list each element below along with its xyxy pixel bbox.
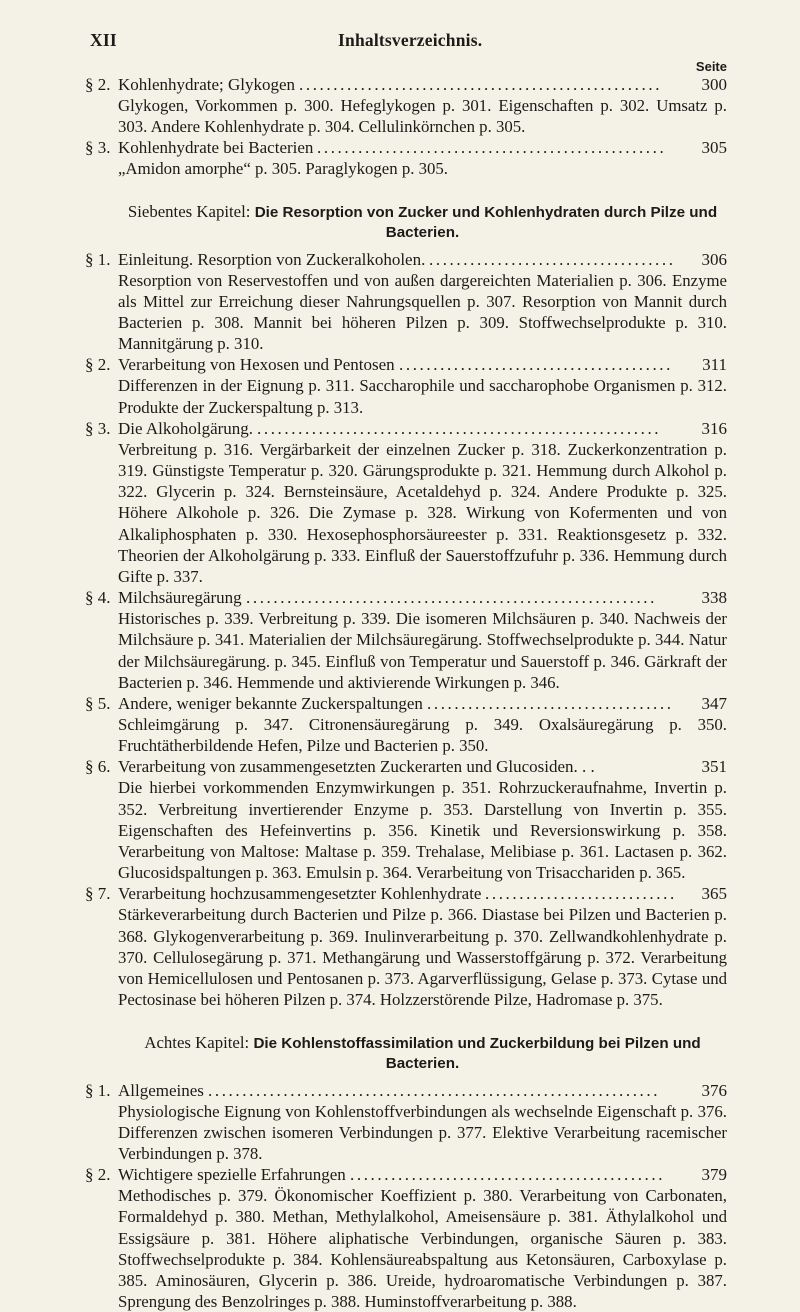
toc-entry xyxy=(85,1164,727,1312)
toc-entry-line xyxy=(85,137,727,158)
chapter-title: Die Kohlenstoffassimilation und Zuckerbildung bei Pilzen und Bacterien. xyxy=(253,1034,701,1072)
section-title: Allgemeines xyxy=(118,1080,204,1100)
section-page: 338 xyxy=(698,587,728,608)
toc-entry-line xyxy=(85,74,727,95)
section-description: Stärkeverarbeitung durch Bacterien und Pilze p. 366. Diastase bei Pilzen und Bacterien p. 368. Glykogenverarbeitung p. 369. Inulinverarbeitung p. 370. Zellwandkohlenhydrate p. 370. Cellulosegärung p. 371. Methangärung und Wasserstoffgärung p. 372. Verarbeitung von Hemicellulosen und Pentosanen p. 373. Agarverflüssigung, Gelase p. 373. Cytase und Pectosinase bei höheren Pilzen p. 374. Holzzerstörende Pilze, Hadromase p. 375. xyxy=(118,905,727,1010)
section-page: 305 xyxy=(698,137,728,158)
section-description: Methodisches p. 379. Ökonomischer Koeffizient p. 380. Verarbeitung von Carbonaten, Formaldehyd p. 380. Methan, Methylalkohol, Ameisensäure p. 381. Äthylalkohol und Essigsäure p. 381. Höhere aliphatische Verbindungen, organische Säuren p. 383. Stoffwechselprodukte p. 384. Kohlensäureabspaltung aus Ketonsäuren, Carboxylase p. 385. Aminosäuren, Glycerin p. 386. Ureide, hydroaromatische Verbindungen p. 387. Sprengung des Benzolringes p. 388. Huminstoffverarbeitung p. 388. xyxy=(118,1186,727,1312)
section-number: § 7. xyxy=(85,884,111,904)
leader-dots: ............................ xyxy=(485,884,677,904)
leader-dots: ............................................................ xyxy=(246,588,657,608)
section-page: 376 xyxy=(698,1080,728,1101)
section-title: Kohlenhydrate; Glykogen xyxy=(118,75,296,94)
page-number: XII xyxy=(90,30,117,50)
chapter-prefix: Siebentes Kapitel: xyxy=(127,201,251,221)
section-title: Wichtigere spezielle Erfahrungen xyxy=(118,1165,346,1185)
toc-entry-line xyxy=(85,1164,727,1185)
section-page: 365 xyxy=(698,883,728,904)
leader-dots: .................................... xyxy=(429,249,676,269)
toc-entry xyxy=(85,883,727,1010)
section-description: Physiologische Eignung von Kohlenstoffverbindungen als wechselnde Eigenschaft p. 376. Differenzen zwischen isomeren Verbindungen p. 377. Elektive Verarbeitung racemischer Verbindungen p. 378. xyxy=(118,1101,727,1163)
toc-entry-line xyxy=(85,883,727,904)
chapter-prefix: Achtes Kapitel: xyxy=(144,1032,250,1052)
leader-dots: ........................................................... xyxy=(257,418,662,438)
toc-entry xyxy=(85,418,727,587)
section-title: Einleitung. Resorption von Zuckeralkoholen. xyxy=(118,249,426,269)
leader-dots: .................................................................. xyxy=(208,1080,661,1100)
toc-entry-line xyxy=(85,1080,727,1101)
section-title: Die Alkoholgärung. xyxy=(118,418,254,438)
chapter-title: Die Resorption von Zucker und Kohlenhydraten durch Pilze und Bacterien. xyxy=(254,203,718,241)
section-title: Verarbeitung von zusammengesetzten Zuckerarten und Glucosiden. . . xyxy=(118,757,595,777)
chapter-heading xyxy=(118,202,727,243)
table-of-contents xyxy=(85,74,727,1312)
section-title: Andere, weniger bekannte Zuckerspaltungen xyxy=(118,694,423,714)
toc-entry xyxy=(85,354,727,417)
section-description: Differenzen in der Eignung p. 311. Saccharophile und saccharophobe Organismen p. 312. Produkte der Zuckerspaltung p. 313. xyxy=(118,376,727,417)
seite-label: Seite xyxy=(695,59,727,74)
section-description: Verbreitung p. 316. Vergärbarkeit der einzelnen Zucker p. 318. Zuckerkonzentration p. 319. Günstigste Temperatur p. 320. Gärungsprodukte p. 321. Hemmung durch Alkohol p. 322. Glycerin p. 324. Bernsteinsäure, Acetaldehyd p. 324. Andere Produkte p. 325. Höhere Alkohole p. 326. Die Zymase p. 328. Wirkung von Kofermenten und von Alkaliphosphaten p. 330. Hexosephosphorsäureester p. 331. Reaktionsgesetz p. 332. Theorien der Alkoholgärung p. 333. Einfluß der Sauerstoffzufuhr p. 336. Hemmung durch Gifte p. 337. xyxy=(118,439,727,587)
leader-dots: .............................................. xyxy=(350,1165,666,1185)
toc-entry-line xyxy=(85,756,727,777)
toc-entry xyxy=(85,249,727,355)
section-page: 347 xyxy=(698,693,728,714)
section-number: § 2. xyxy=(85,1165,111,1185)
section-number: § 3. xyxy=(85,418,111,438)
leader-dots: .................................... xyxy=(427,694,674,714)
leader-dots: ..................................................... xyxy=(299,75,663,94)
leader-dots: ........................................ xyxy=(399,355,673,375)
section-page: 379 xyxy=(698,1164,728,1185)
toc-entry xyxy=(85,1080,727,1165)
section-number: § 4. xyxy=(85,588,111,608)
section-number: § 1. xyxy=(85,249,111,269)
toc-entry-line xyxy=(85,249,727,270)
section-title: Milchsäuregärung xyxy=(118,588,242,608)
section-page: 311 xyxy=(698,354,727,375)
toc-entry xyxy=(85,693,727,756)
section-page: 316 xyxy=(698,418,728,439)
section-page: 306 xyxy=(698,249,728,270)
toc-entry xyxy=(85,74,727,137)
section-number: § 3. xyxy=(85,138,111,158)
section-description: Glykogen, Vorkommen p. 300. Hefeglykogen p. 301. Eigenschaften p. 302. Umsatz p. 303. Andere Kohlenhydrate p. 304. Cellulinkörnchen p. 305. xyxy=(118,96,727,137)
section-description: Die hierbei vorkommenden Enzymwirkungen p. 351. Rohrzuckeraufnahme, Invertin p. 352. Verbreitung invertierender Enzyme p. 353. Darstellung von Invertin p. 355. Eigenschaften des Hefeinvertins p. 356. Kinetik und Reversionswirkung p. 358. Verarbeitung von Maltose: Maltase p. 359. Trehalase, Melibiase p. 361. Lactasen p. 362. Glucosidspaltungen p. 363. Emulsin p. 364. Verarbeitung von Trisacchariden p. 365. xyxy=(118,778,727,883)
section-number: § 5. xyxy=(85,694,111,714)
section-number: § 2. xyxy=(85,75,111,94)
section-title: Kohlenhydrate bei Bacterien xyxy=(118,138,314,158)
toc-entry-line xyxy=(85,587,727,608)
section-title: Verarbeitung hochzusammengesetzter Kohlenhydrate xyxy=(118,884,482,904)
section-page: 351 xyxy=(698,756,728,777)
section-description: Resorption von Reservestoffen und von außen dargereichten Materialien p. 306. Enzyme als Mittel zur Erreichung dieser Nahrungsquellen p. 307. Resorption von Mannit durch Bacterien p. 308. Mannit bei höheren Pilzen p. 309. Stoffwechselprodukte p. 310. Mannitgärung p. 310. xyxy=(118,270,727,354)
section-number: § 1. xyxy=(85,1080,111,1100)
section-page: 300 xyxy=(698,74,728,95)
toc-entry xyxy=(85,587,727,693)
section-number: § 6. xyxy=(85,757,111,777)
running-head xyxy=(90,8,590,58)
section-number: § 2. xyxy=(85,355,111,375)
section-description: Schleimgärung p. 347. Citronensäuregärung p. 349. Oxalsäuregärung p. 350. Fruchtätherbildende Hefen, Pilze und Bacterien p. 350. xyxy=(118,715,727,756)
page-title: Inhaltsverzeichnis. xyxy=(338,30,483,50)
leader-dots: ................................................... xyxy=(317,138,667,158)
section-description: „Amidon amorphe“ p. 305. Paraglykogen p. 305. xyxy=(118,159,448,179)
chapter-heading xyxy=(118,1033,727,1074)
section-description: Historisches p. 339. Verbreitung p. 339. Die isomeren Milchsäuren p. 340. Nachweis der Milchsäure p. 341. Materialien der Milchsäuregärung. Stoffwechselprodukte p. 344. Natur der Milchsäuregärung. p. 345. Einfluß von Temperatur und Sauerstoff p. 346. Gärkraft der Bacterien p. 346. Hemmende und aktivierende Wirkungen p. 346. xyxy=(118,609,727,692)
toc-entry xyxy=(85,756,727,883)
toc-entry xyxy=(85,137,727,179)
section-title: Verarbeitung von Hexosen und Pentosen xyxy=(118,355,395,375)
toc-entry-line xyxy=(85,693,727,714)
toc-entry-line xyxy=(85,354,727,375)
toc-entry-line xyxy=(85,418,727,439)
